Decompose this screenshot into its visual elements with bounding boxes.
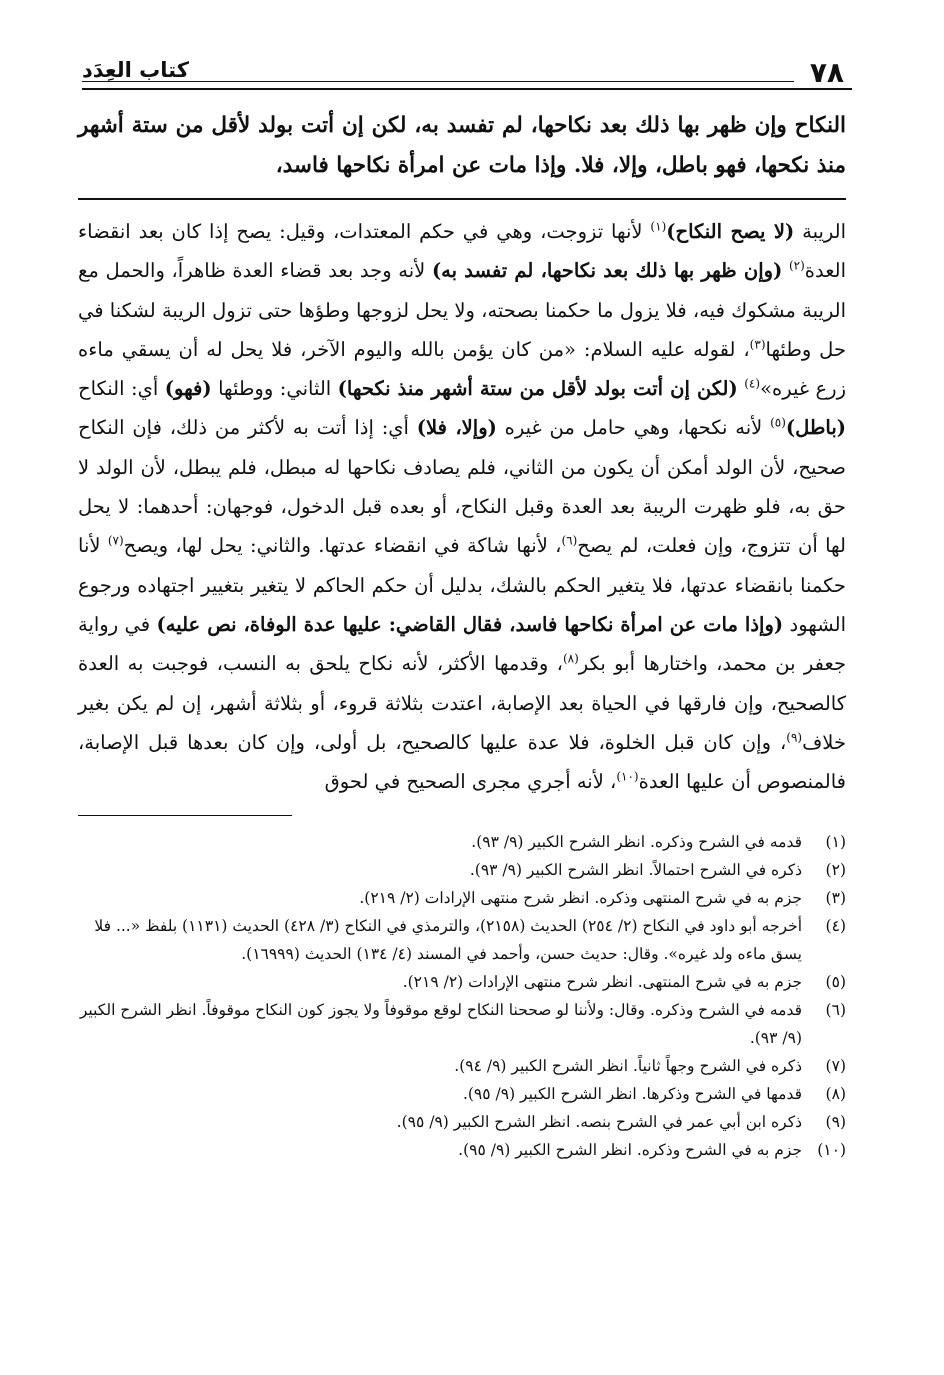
- page-number: ٧٨: [809, 56, 844, 89]
- footnote-text: ذكره في الشرح وجهاً ثانياً. انظر الشرح الكبير (٩/ ٩٤).: [454, 1057, 802, 1076]
- footnote-text: ذكره في الشرح احتمالاً. انظر الشرح الكبير (٩/ ٩٣).: [469, 861, 802, 880]
- footnote-item: [78, 828, 846, 856]
- footnote-text: أخرجه أبو داود في النكاح (٢/ ٢٥٤) الحديث (٢١٥٨)، والترمذي في النكاح (٣/ ٤٢٨) الحديث (١١٣١) بلفظ «... فلا يسق ماءه ولد غيره». وقال: حديث حسن، وأحمد في المسند (٤/ ١٣٤) الحديث (١٦٩٩٩).: [94, 917, 802, 964]
- footnote-text: جزم به في الشرح وذكره. انظر الشرح الكبير (٩/ ٩٥).: [458, 1141, 802, 1160]
- commentary-segment: أي: إذا أتت به لأكثر من ذلك، فإن النكاح صحيح، لأن الولد أمكن أن يكون من الثاني، فلم يصادف نكاحها له مبطل، فلم يبطل، لأن الولد لا حق به، فلو ظهرت الريبة بعد العدة وقبل النكاح، أو بعده قبل الدخول، فوجهان: أحدهما: لا يحل لها أن تتزوج، وإن فعلت، لم يصح: [78, 416, 846, 558]
- commentary-segment: ، لأنه أجري مجرى الصحيح في لحوق: [324, 770, 617, 794]
- commentary-segment: ، وقدمها الأكثر، لأنه نكاح يلحق به النسب، فوجبت به العدة كالصحيح، وإن فارقها في الحياة بعد الإصابة، اعتدت بثلاثة قروء، أو بثلاثة أشهر، إن لم يكن بغير خلاف: [78, 652, 846, 754]
- quoted-matn-segment: (وإن ظهر بها ذلك بعد نكاحها، لم تفسد به): [431, 259, 783, 283]
- commentary-segment: في رواية جعفر بن محمد، واختارها أبو بكر: [78, 612, 846, 676]
- footnote-number: (٣): [825, 889, 846, 908]
- footnote-item: [78, 1080, 846, 1108]
- header-rule-bottom: [82, 88, 852, 90]
- footnote-text: ذكره ابن أبي عمر في الشرح بنصه. انظر الشرح الكبير (٩/ ٩٥).: [396, 1113, 802, 1132]
- quoted-matn-segment: (وإلا، فلا): [416, 416, 497, 440]
- footnote-number: (٧): [825, 1057, 846, 1076]
- footnote-number: (٩): [825, 1113, 846, 1132]
- footnote-ref: (١): [650, 219, 667, 234]
- footnote-number: (٤): [825, 917, 846, 936]
- commentary-segment: ، وإن كان قبل الخلوة، فلا عدة عليها كالصحيح، بل أولى، وإن كان بعدها قبل الإصابة، فالمنصوص أن عليها العدة: [78, 730, 846, 794]
- commentary-segment: ، لأنها شاكة في انقضاء عدتها. والثاني: يحل لها، ويصح: [123, 534, 562, 558]
- footnote-item: [78, 884, 846, 912]
- footnote-ref: (٢): [788, 258, 805, 273]
- footnote-divider: [78, 815, 292, 816]
- footnote-ref: (٤): [744, 376, 761, 391]
- commentary-segment: ، لقوله عليه السلام: «من كان يؤمن بالله واليوم الآخر، فلا يحل له أن يسقي ماءه زرع غيره»: [78, 337, 847, 401]
- footnote-text: قدمها في الشرح وذكرها. انظر الشرح الكبير (٩/ ٩٥).: [462, 1085, 802, 1104]
- footnote-ref: (٧): [107, 533, 124, 548]
- footnote-text: قدمه في الشرح وذكره. وقال: ولأننا لو صححنا النكاح لوقع موقوفاً ولا يجوز كون النكاح موقوفاً. انظر الشرح الكبير (٩/ ٩٣).: [79, 1001, 802, 1048]
- footnote-ref: (٦): [561, 533, 578, 548]
- footnote-number: (٥): [825, 973, 846, 992]
- commentary-segment: أي: النكاح: [78, 377, 165, 401]
- page-header: [72, 50, 852, 89]
- footnote-number: (٢): [825, 861, 846, 880]
- main-text: النكاح وإن ظهر بها ذلك بعد نكاحها، لم تفسد به، لكن إن أتت بولد لأقل من ستة أشهر منذ نكحها، فهو باطل، وإلا، فلا. وإذا مات عن امرأة نكاحها فاسد،: [78, 113, 846, 178]
- quoted-matn-segment: (لكن إن أتت بولد لأقل من ستة أشهر منذ نكحها): [337, 377, 738, 401]
- footnote-item: [78, 912, 846, 968]
- footnote-text: جزم به في شرح المنتهى. انظر شرح منتهى الإرادات (٢/ ٢١٩).: [402, 973, 802, 992]
- footnote-ref: (٨): [562, 651, 579, 666]
- commentary-segment: لأنه نكحها، وهي حامل من غيره: [496, 416, 771, 440]
- footnote-number: (١٠): [817, 1141, 846, 1160]
- footnote-number: (١): [825, 833, 846, 852]
- footnote-ref: (٩): [786, 730, 803, 745]
- commentary-segment: لأنها تزوجت، وهي في حكم المعتدات، وقيل: يصح إذا كان بعد انقضاء العدة: [78, 220, 847, 283]
- footnote-text: جزم به في شرح المنتهى وذكره. انظر شرح منتهى الإرادات (٢/ ٢١٩).: [359, 889, 802, 908]
- footnote-item: [78, 968, 846, 996]
- footnote-ref: (١٠): [616, 769, 639, 784]
- book-title: كتاب العِدَد: [82, 58, 189, 82]
- footnote-item: [78, 1136, 846, 1164]
- quoted-matn-segment: (باطل): [785, 416, 846, 440]
- footnote-number: (٨): [825, 1085, 846, 1104]
- footnote-item: [78, 1052, 846, 1080]
- footnote-item: [78, 856, 846, 884]
- footnote-text: قدمه في الشرح وذكره. انظر الشرح الكبير (٩/ ٩٣).: [471, 833, 802, 852]
- commentary-segment: الثاني: ووطئها: [211, 377, 338, 401]
- commentary-segment: [782, 259, 789, 282]
- quoted-matn-segment: (لا يصح النكاح): [666, 220, 795, 243]
- footnotes: [72, 828, 852, 1164]
- text-commentary-divider: [78, 198, 846, 200]
- quoted-matn-segment: (فهو): [164, 377, 212, 401]
- footnote-number: (٦): [825, 1001, 846, 1020]
- footnote-ref: (٣): [749, 337, 766, 352]
- footnote-ref: (٥): [770, 415, 786, 430]
- commentary-segment: لأنه وجد بعد قضاء العدة ظاهراً، والحمل مع الريبة مشكوك فيه، فلا يزول ما حكمنا بصحته، ولا يحل لزوجها وطؤها حتى تزول الريبة لشكنا في حل وطئها: [78, 259, 846, 361]
- commentary-segment: لأنا حكمنا بانقضاء عدتها، فلا يتغير الحكم بالشك، بدليل أن حكم الحاكم لا يتغير بتغيير اجتهاده ورجوع الشهود: [78, 534, 847, 636]
- header-rule: [82, 81, 794, 82]
- quoted-matn-segment: (وإذا مات عن امرأة نكاحها فاسد، فقال القاضي: عليها عدة الوفاة، نص عليه): [156, 612, 784, 636]
- footnote-item: [78, 996, 846, 1052]
- book-page: [72, 50, 852, 1360]
- footnote-item: [78, 1108, 846, 1136]
- commentary-segment: الريبة: [794, 220, 846, 243]
- commentary-text: [72, 212, 852, 801]
